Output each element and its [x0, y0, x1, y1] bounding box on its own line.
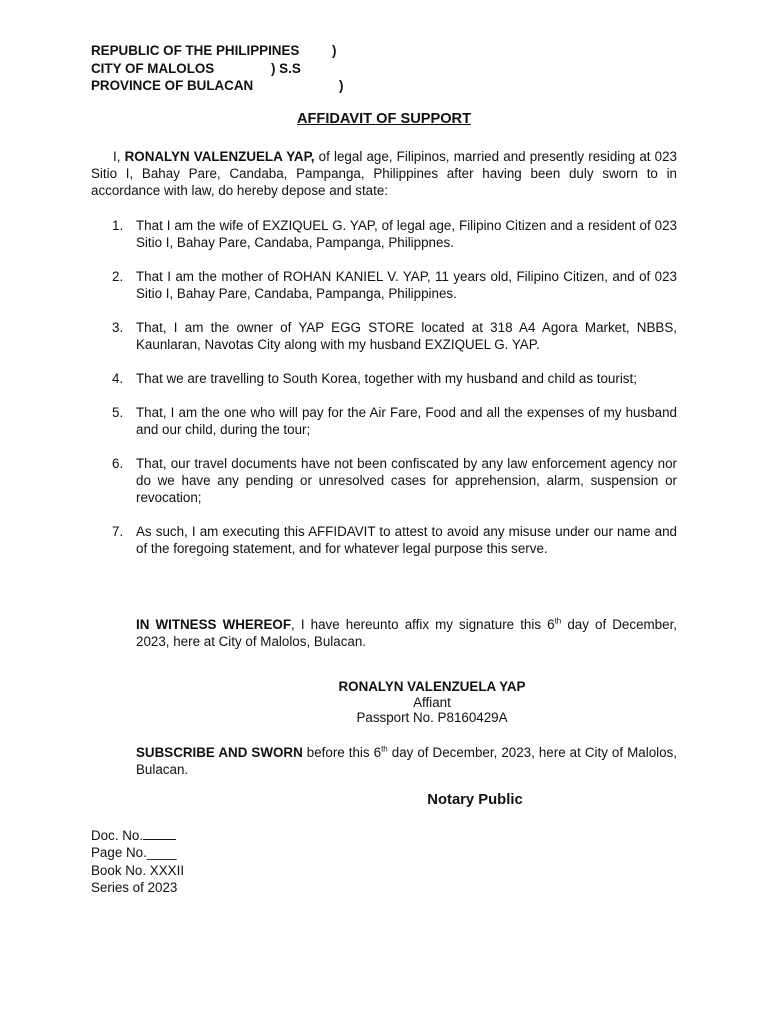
list-item: 2. That I am the mother of ROHAN KANIEL V. YAP, 11 years old, Filipino Citizen, and of 023 Sitio I, Bahay Pare, Candaba, Pampanga, Philippines. [112, 269, 677, 301]
affiant-role: Affiant [413, 694, 451, 710]
intro-paragraph: I, RONALYN VALENZUELA YAP, of legal age, Filipinos, married and presently residing at 023 Sitio I, Bahay Pare, Candaba, Pampanga, Philippines after having been duly sworn to in accordance with law, do hereby depose and state: [91, 149, 677, 198]
venue-block [91, 42, 344, 95]
list-item: 1. That I am the wife of EXZIQUEL G. YAP, of legal age, Filipino Citizen and a resident of 023 Sitio I, Bahay Pare, Candaba, Pampanga, Philippnes. [112, 218, 677, 250]
list-item: 7. As such, I am executing this AFFIDAVIT to attest to avoid any misuse under our name and of the foregoing statement, and for whatever legal purpose this serve. [112, 524, 677, 556]
series-year: Series of 2023 [91, 879, 178, 895]
affiant-name: RONALYN VALENZUELA YAP [338, 679, 526, 694]
venue-paren-2: ) S.S [271, 60, 301, 76]
passport-number: Passport No. P8160429A [356, 710, 508, 725]
affiant-name-inline: RONALYN VALENZUELA YAP, [124, 149, 315, 164]
venue-paren-1: ) [332, 43, 337, 58]
notary-public-label: Notary Public [427, 792, 523, 808]
notarial-register-block [91, 827, 184, 896]
statement-list [91, 217, 677, 574]
book-number: Book No. XXXII [91, 862, 185, 878]
list-item: 4. That we are travelling to South Korea, together with my husband and child as tourist; [112, 371, 637, 386]
witness-paragraph: IN WITNESS WHEREOF, I have hereunto affix my signature this 6th day of December, 2023, here at City of Malolos, Bulacan. [136, 616, 678, 649]
document-title: AFFIDAVIT OF SUPPORT [296, 111, 472, 127]
list-item: 3. That, I am the owner of YAP EGG STORE located at 318 A4 Agora Market, NBBS, Kaunlaran, Navotas City along with my husband EXZIQUEL G. YAP. [112, 320, 677, 352]
list-item: 6. That, our travel documents have not been confiscated by any law enforcement agency nor do we have any pending or unresolved cases for apprehension, alarm, suspension or revocation; [112, 456, 677, 505]
list-item: 5. That, I am the one who will pay for the Air Fare, Food and all the expenses of my husband and our child, during the tour; [112, 405, 677, 437]
doc-number: Doc. No. [91, 827, 184, 844]
venue-paren-3: ) [339, 78, 344, 93]
venue-republic: REPUBLIC OF THE PHILIPPINES ) [91, 43, 337, 58]
venue-province: PROVINCE OF BULACAN ) [91, 78, 344, 93]
sworn-paragraph: SUBSCRIBE AND SWORN before this 6th day of December, 2023, here at City of Malolos, Bulacan. [136, 744, 677, 777]
venue-city: CITY OF MALOLOS ) S.S [91, 60, 301, 76]
doc-number-blank [143, 827, 176, 840]
affiant-signature-block [0, 679, 768, 726]
page-number: Page No.____ [91, 845, 177, 861]
